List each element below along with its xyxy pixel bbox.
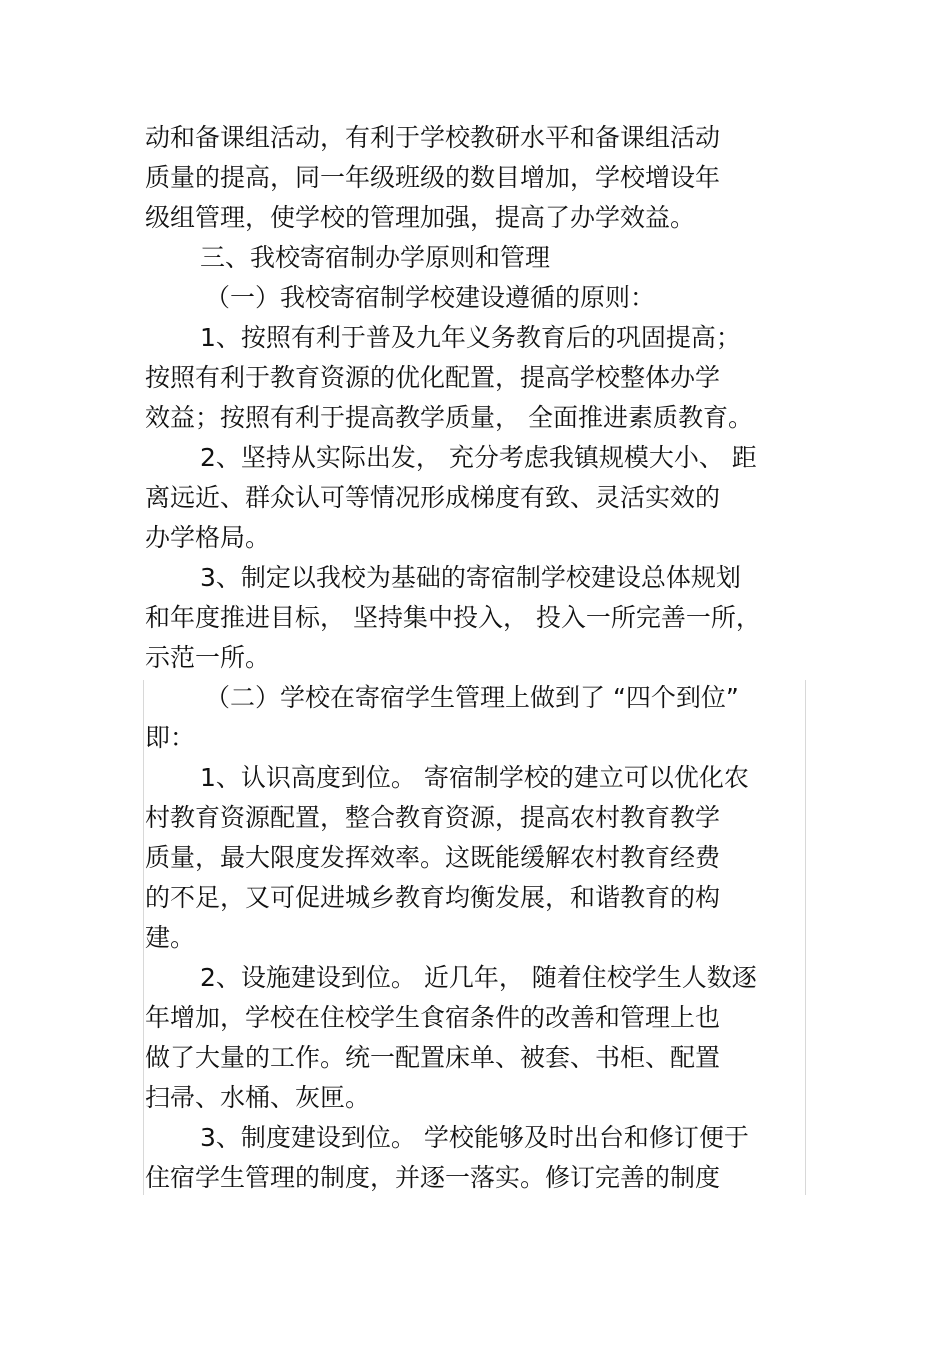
text-line: 扫帚、水桶、灰匣。 <box>145 1083 371 1112</box>
text-line: 3、制定以我校为基础的寄宿制学校建设总体规划 <box>200 563 741 592</box>
text-line: 建。 <box>145 923 196 952</box>
text-line: 即： <box>145 723 196 752</box>
text-line: 示范一所。 <box>145 643 271 672</box>
text-line: 级组管理，使学校的管理加强，提高了办学效益。 <box>145 203 696 232</box>
text-line: 离远近、群众认可等情况形成梯度有致、灵活实效的 <box>145 483 721 512</box>
text-line: 的不足，又可促进城乡教育均衡发展，和谐教育的构 <box>145 883 721 912</box>
subsection-heading: （一）我校寄宿制学校建设遵循的原则： <box>205 283 656 312</box>
subsection-heading: （二）学校在寄宿学生管理上做到了 “四个到位” <box>205 683 739 712</box>
text-line: 年增加，学校在住校学生食宿条件的改善和管理上也 <box>145 1003 721 1032</box>
text-line: 办学格局。 <box>145 523 271 552</box>
text-line: 动和备课组活动，有利于学校教研水平和备课组活动 <box>145 123 721 152</box>
text-line: 1、认识高度到位。 寄宿制学校的建立可以优化农 <box>200 763 749 792</box>
text-line: 1、按照有利于普及九年义务教育后的巩固提高； <box>200 323 741 352</box>
section-heading: 三、我校寄宿制办学原则和管理 <box>200 243 551 272</box>
text-line: 效益；按照有利于提高教学质量， 全面推进素质教育。 <box>145 403 753 432</box>
text-line: 按照有利于教育资源的优化配置，提高学校整体办学 <box>145 363 721 392</box>
text-line: 住宿学生管理的制度，并逐一落实。修订完善的制度 <box>145 1163 721 1192</box>
text-line: 3、制度建设到位。 学校能够及时出台和修订便于 <box>200 1123 749 1152</box>
text-line: 做了大量的工作。统一配置床单、被套、书柜、配置 <box>145 1043 721 1072</box>
text-line: 和年度推进目标， 坚持集中投入， 投入一所完善一所， <box>145 603 761 632</box>
page-frame-left-border <box>143 680 144 1195</box>
text-line: 2、坚持从实际出发， 充分考虑我镇规模大小、 距 <box>200 443 757 472</box>
page-frame-right-border <box>805 680 806 1195</box>
text-line: 质量，最大限度发挥效率。这既能缓解农村教育经费 <box>145 843 721 872</box>
text-line: 质量的提高，同一年级班级的数目增加，学校增设年 <box>145 163 721 192</box>
text-line: 村教育资源配置，整合教育资源，提高农村教育教学 <box>145 803 721 832</box>
text-line: 2、设施建设到位。 近几年， 随着住校学生人数逐 <box>200 963 757 992</box>
